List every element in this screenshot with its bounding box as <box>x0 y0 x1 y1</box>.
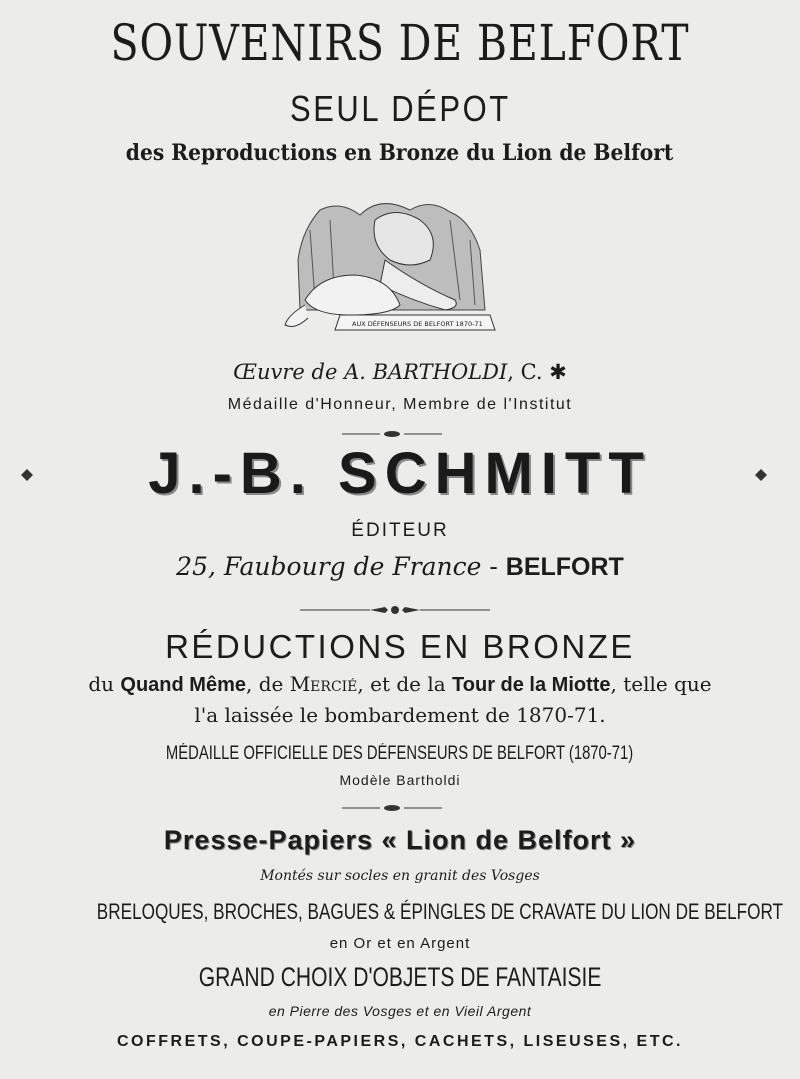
page-title: SOUVENIRS DE BELFORT <box>110 14 690 72</box>
official-medal: MÉDAILLE OFFICIELLE DES DÉFENSEURS DE BELFORT (1870-71) <box>166 743 634 764</box>
fantasy-heading: GRAND CHOIX D'OBJETS DE FANTAISIE <box>198 962 602 992</box>
jewelry-note: en Or et en Argent <box>329 935 471 952</box>
section-heading-bronze: RÉDUCTIONS EN BRONZE <box>165 628 635 665</box>
paperweight-note: Montés sur socles en granit des Vosges <box>260 868 540 884</box>
publisher-role: ÉDITEUR <box>351 520 449 541</box>
footer-products: COFFRETS, COUPE-PAPIERS, CACHETS, LISEUSES, ETC. <box>117 1033 683 1050</box>
flourish-divider-icon <box>300 603 490 617</box>
medal-model: Modèle Bartholdi <box>339 772 461 788</box>
sculptor-credit: Œuvre de A. BARTHOLDI, C. ✱ <box>233 360 567 384</box>
bronze-description-line1: du Quand Même, de Mercié, et de la Tour de la Miotte, telle que <box>88 672 712 696</box>
publisher-address: 25, Faubourg de France - BELFORT <box>176 552 624 581</box>
divider-ornament-icon <box>342 802 442 814</box>
paperweight-heading: Presse-Papiers « Lion de Belfort » <box>163 825 637 855</box>
jewelry-line: BRELOQUES, BROCHES, BAGUES & ÉPINGLES DE CRAVATE DU LION DE BELFORT <box>96 899 784 924</box>
bronze-description-line2: l'a laissée le bombardement de 1870-71. <box>194 703 606 727</box>
fantasy-note: en Pierre des Vosges et en Vieil Argent <box>268 1003 532 1019</box>
monument-inscription: AUX DÉFENSEURS DE BELFORT 1870-71 <box>352 320 483 328</box>
subtitle: SEUL DÉPOT <box>289 88 511 129</box>
divider-ornament-icon <box>342 428 442 440</box>
sculptor-honors: Médaille d'Honneur, Membre de l'Institut <box>227 396 573 413</box>
publisher-name: J.-B. SCHMITT <box>148 441 652 506</box>
lion-of-belfort-illustration <box>280 190 505 355</box>
tagline: des Reproductions en Bronze du Lion de Belfort <box>126 140 674 166</box>
